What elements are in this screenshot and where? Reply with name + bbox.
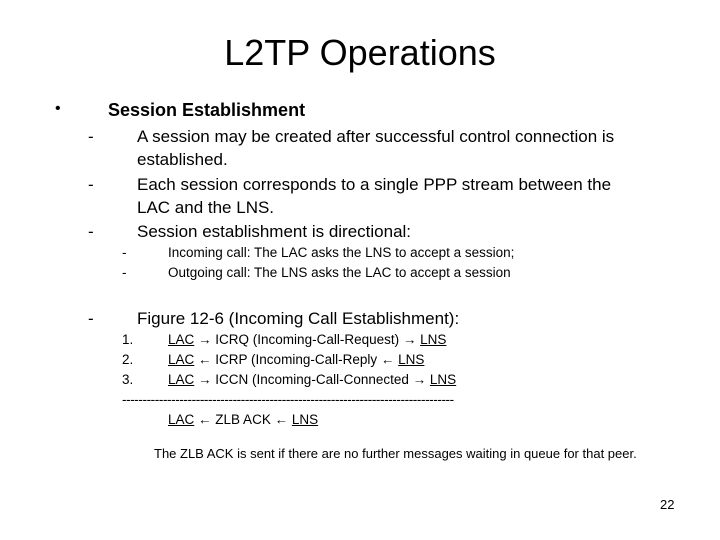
left-arrow-icon: ←: [274, 412, 289, 427]
sub-point-text: Outgoing call: The LNS asks the LAC to accept a session: [168, 265, 511, 280]
point-text-cont: LAC and the LNS.: [137, 198, 275, 217]
bullet-marker: •: [55, 100, 61, 117]
step-number: 3.: [122, 372, 134, 387]
point-text: Each session corresponds to a single PPP stream between the: [137, 175, 612, 194]
left-arrow-icon: ←: [198, 352, 212, 367]
lns-label: LNS: [429, 372, 457, 387]
dash-marker: -: [88, 222, 94, 241]
lac-label: LAC: [168, 352, 195, 367]
lac-label: LAC: [168, 332, 195, 347]
right-arrow-icon: →: [198, 332, 212, 347]
separator-line: ---------------------------------------------------------------------------------: [122, 392, 454, 407]
left-arrow-icon: ←: [380, 352, 395, 367]
step-line: [168, 330, 446, 350]
step-number: 2.: [122, 352, 134, 367]
step-number: 1.: [122, 332, 134, 347]
lns-label: LNS: [420, 332, 447, 347]
point-text-cont: established.: [137, 150, 228, 169]
section-heading: Session Establishment: [108, 100, 306, 120]
dash-marker: -: [122, 245, 127, 260]
right-arrow-icon: →: [402, 332, 417, 347]
footnote: The ZLB ACK is sent if there are no further messages waiting in queue for that peer.: [154, 446, 637, 461]
step-line: [168, 350, 424, 370]
right-arrow-icon: →: [198, 372, 212, 387]
message-name: ICCN (Incoming-Call-Connected: [215, 372, 409, 387]
dash-marker: -: [88, 309, 94, 328]
sub-point-text: Incoming call: The LAC asks the LNS to accept a session;: [168, 245, 515, 260]
page-number: 22: [660, 497, 675, 512]
lac-label: LAC: [168, 412, 195, 427]
left-arrow-icon: ←: [198, 412, 212, 427]
lac-label: LAC: [168, 372, 195, 387]
lns-label: LNS: [291, 412, 319, 427]
zlb-line: [168, 410, 318, 430]
point-text: A session may be created after successful control connection is: [137, 127, 615, 146]
dash-marker: -: [88, 175, 94, 194]
message-name: ZLB ACK: [215, 412, 271, 427]
point-text: Session establishment is directional:: [137, 222, 412, 241]
message-name: ICRP (Incoming-Call-Reply: [215, 352, 378, 367]
message-name: ICRQ (Incoming-Call-Request): [215, 332, 400, 347]
dash-marker: -: [88, 127, 94, 146]
page-title: L2TP Operations: [224, 32, 496, 73]
figure-heading: Figure 12-6 (Incoming Call Establishment):: [137, 309, 460, 328]
lns-label: LNS: [398, 352, 425, 367]
dash-marker: -: [122, 265, 127, 280]
step-line: [168, 370, 456, 390]
right-arrow-icon: →: [412, 372, 427, 387]
